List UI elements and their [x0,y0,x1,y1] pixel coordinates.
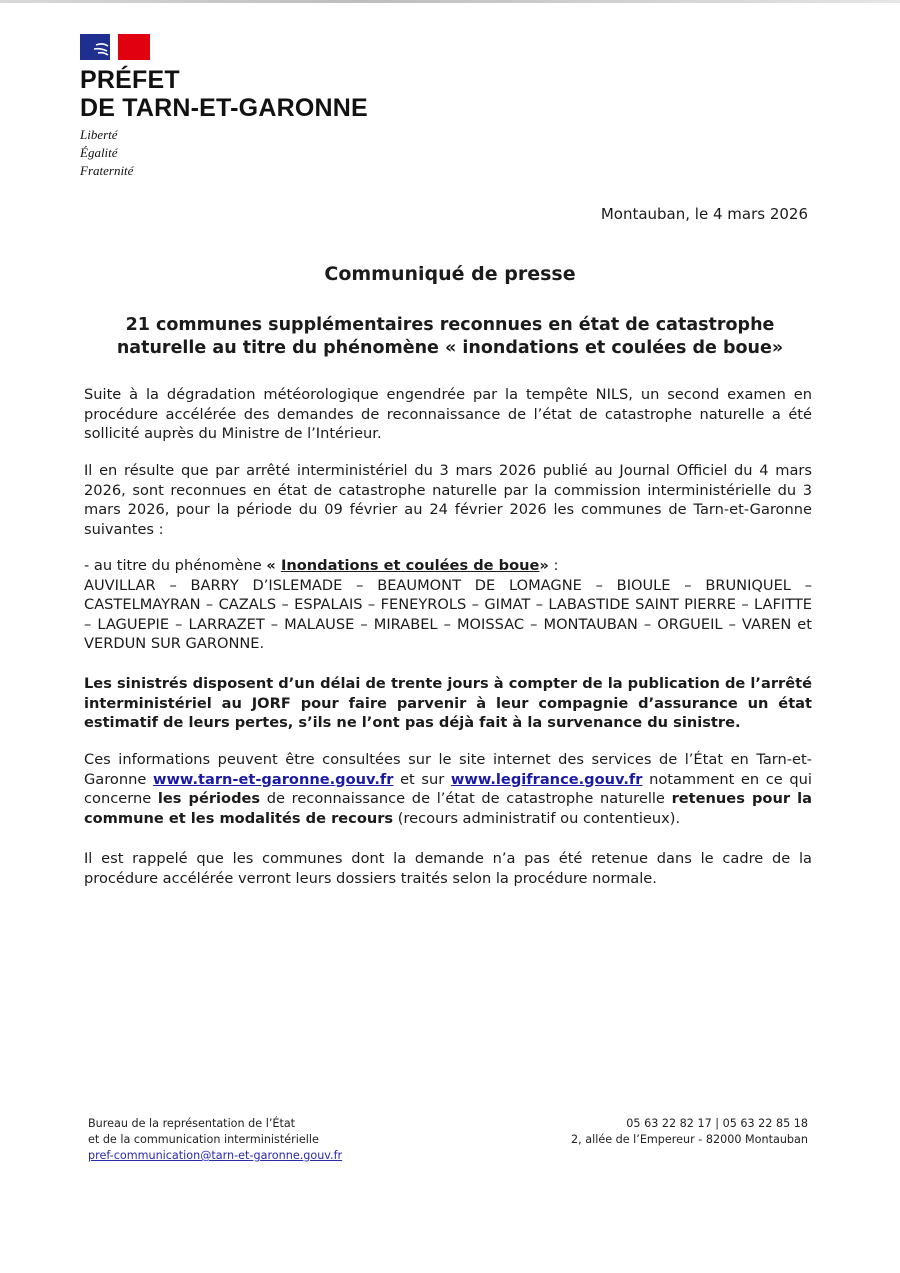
marianne-profile-icon [80,34,150,60]
phenomenon-name: Inondations et coulées de boue [280,557,540,574]
phenomenon-open-quote: « [266,557,281,574]
info-text-e: (recours administratif ou contentieux). [393,809,681,827]
phenomenon-suffix: : [548,557,559,574]
document-title: Communiqué de presse [324,263,576,285]
footer-email-link[interactable]: pref-communication@tarn-et-garonne.gouv.fr [88,1149,343,1162]
paragraph-reminder: Il est rappelé que les communes dont la demande n’a pas été retenue dans le cadre de la procédure accélérée verront leurs dossiers traités selon la procédure normale. [84,850,812,887]
top-rule [0,0,900,3]
paragraph-information [84,750,812,828]
paragraph-communes [84,556,812,654]
prefecture-name-line2: DE TARN-ET-GARONNE [80,94,368,122]
footer-contact-office [88,1116,342,1164]
place-and-date: Montauban, le 4 mars 2026 [600,205,808,223]
info-text-a: Ces informations peuvent être consultées sur le site internet des services de l’État en Tarn-et-Garonne [84,751,812,788]
paragraph-deadline: Les sinistrés disposent d’un délai de trente jours à compter de la publication de l’arrêté interministériel au JORF pour faire parvenir à leur compagnie d’assurance un état estimatif de leurs pertes, s’ils ne l’ont pas déjà fait à la survenance du sinistre. [84,675,812,731]
motto-egalite: Égalité [80,145,118,160]
paragraph-decree: Il en résulte que par arrêté interministériel du 3 mars 2026 publié au Journal Officiel du 4 mars 2026, sont reconnues en état de catastrophe naturelle par la commission interministérielle du 3 mars 2026, pour la période du 09 février au 24 février 2026 les communes de Tarn-et-Garonne suivantes : [84,462,812,538]
prefecture-name [80,66,368,122]
marianne-logo [80,34,150,60]
legifrance-link[interactable]: www.legifrance.gouv.fr [450,770,643,788]
prefecture-name-line1: PRÉFET [80,66,180,94]
info-text-b: et sur [393,770,451,788]
phenomenon-close-quote: » [539,557,549,574]
info-text-d: de reconnaissance de l’état de catastrophe naturelle [260,790,672,807]
paragraph-context: Suite à la dégradation météorologique engendrée par la tempête NILS, un second examen en procédure accélérée des demandes de reconnaissance de l’état de catastrophe naturelle a été sollicité auprès du Ministre de l’Intérieur. [84,386,812,442]
footer-office-line2: et de la communication interministérielle [88,1133,319,1146]
motto-fraternite: Fraternité [80,163,134,178]
info-bold-periods: les périodes [157,790,261,807]
info-bold-recourse: retenues pour la commune et les modalités de recours [84,790,812,827]
press-headline: 21 communes supplémentaires reconnues en état de catastrophe naturelle au titre du phénomène « inondations et coulées de boue» [116,315,784,358]
motto-liberte: Liberté [80,127,118,142]
footer-contact-details [571,1116,808,1148]
republic-motto [80,126,133,180]
footer-office-line1: Bureau de la représentation de l’État [88,1117,296,1130]
communes-list: AUVILLAR – BARRY D’ISLEMADE – BEAUMONT DE LOMAGNE – BIOULE – BRUNIQUEL – CASTELMAYRAN – CAZALS – ESPALAIS – FENEYROLS – GIMAT – LABASTIDE SAINT PIERRE – LAFITTE – LAGUEPIE – LARRAZET – MALAUSE – MIRABEL – MOISSAC – MONTAUBAN – ORGUEIL – VAREN et VERDUN SUR GARONNE. [84,576,812,652]
prefecture-website-link[interactable]: www.tarn-et-garonne.gouv.fr [152,770,394,788]
info-text-c: notamment en ce qui concerne [84,770,812,807]
footer-address: 2, allée de l’Empereur - 82000 Montauban [571,1133,808,1146]
phenomenon-prefix: - au titre du phénomène [84,557,267,574]
footer-phones: 05 63 22 82 17 | 05 63 22 85 18 [626,1117,808,1130]
